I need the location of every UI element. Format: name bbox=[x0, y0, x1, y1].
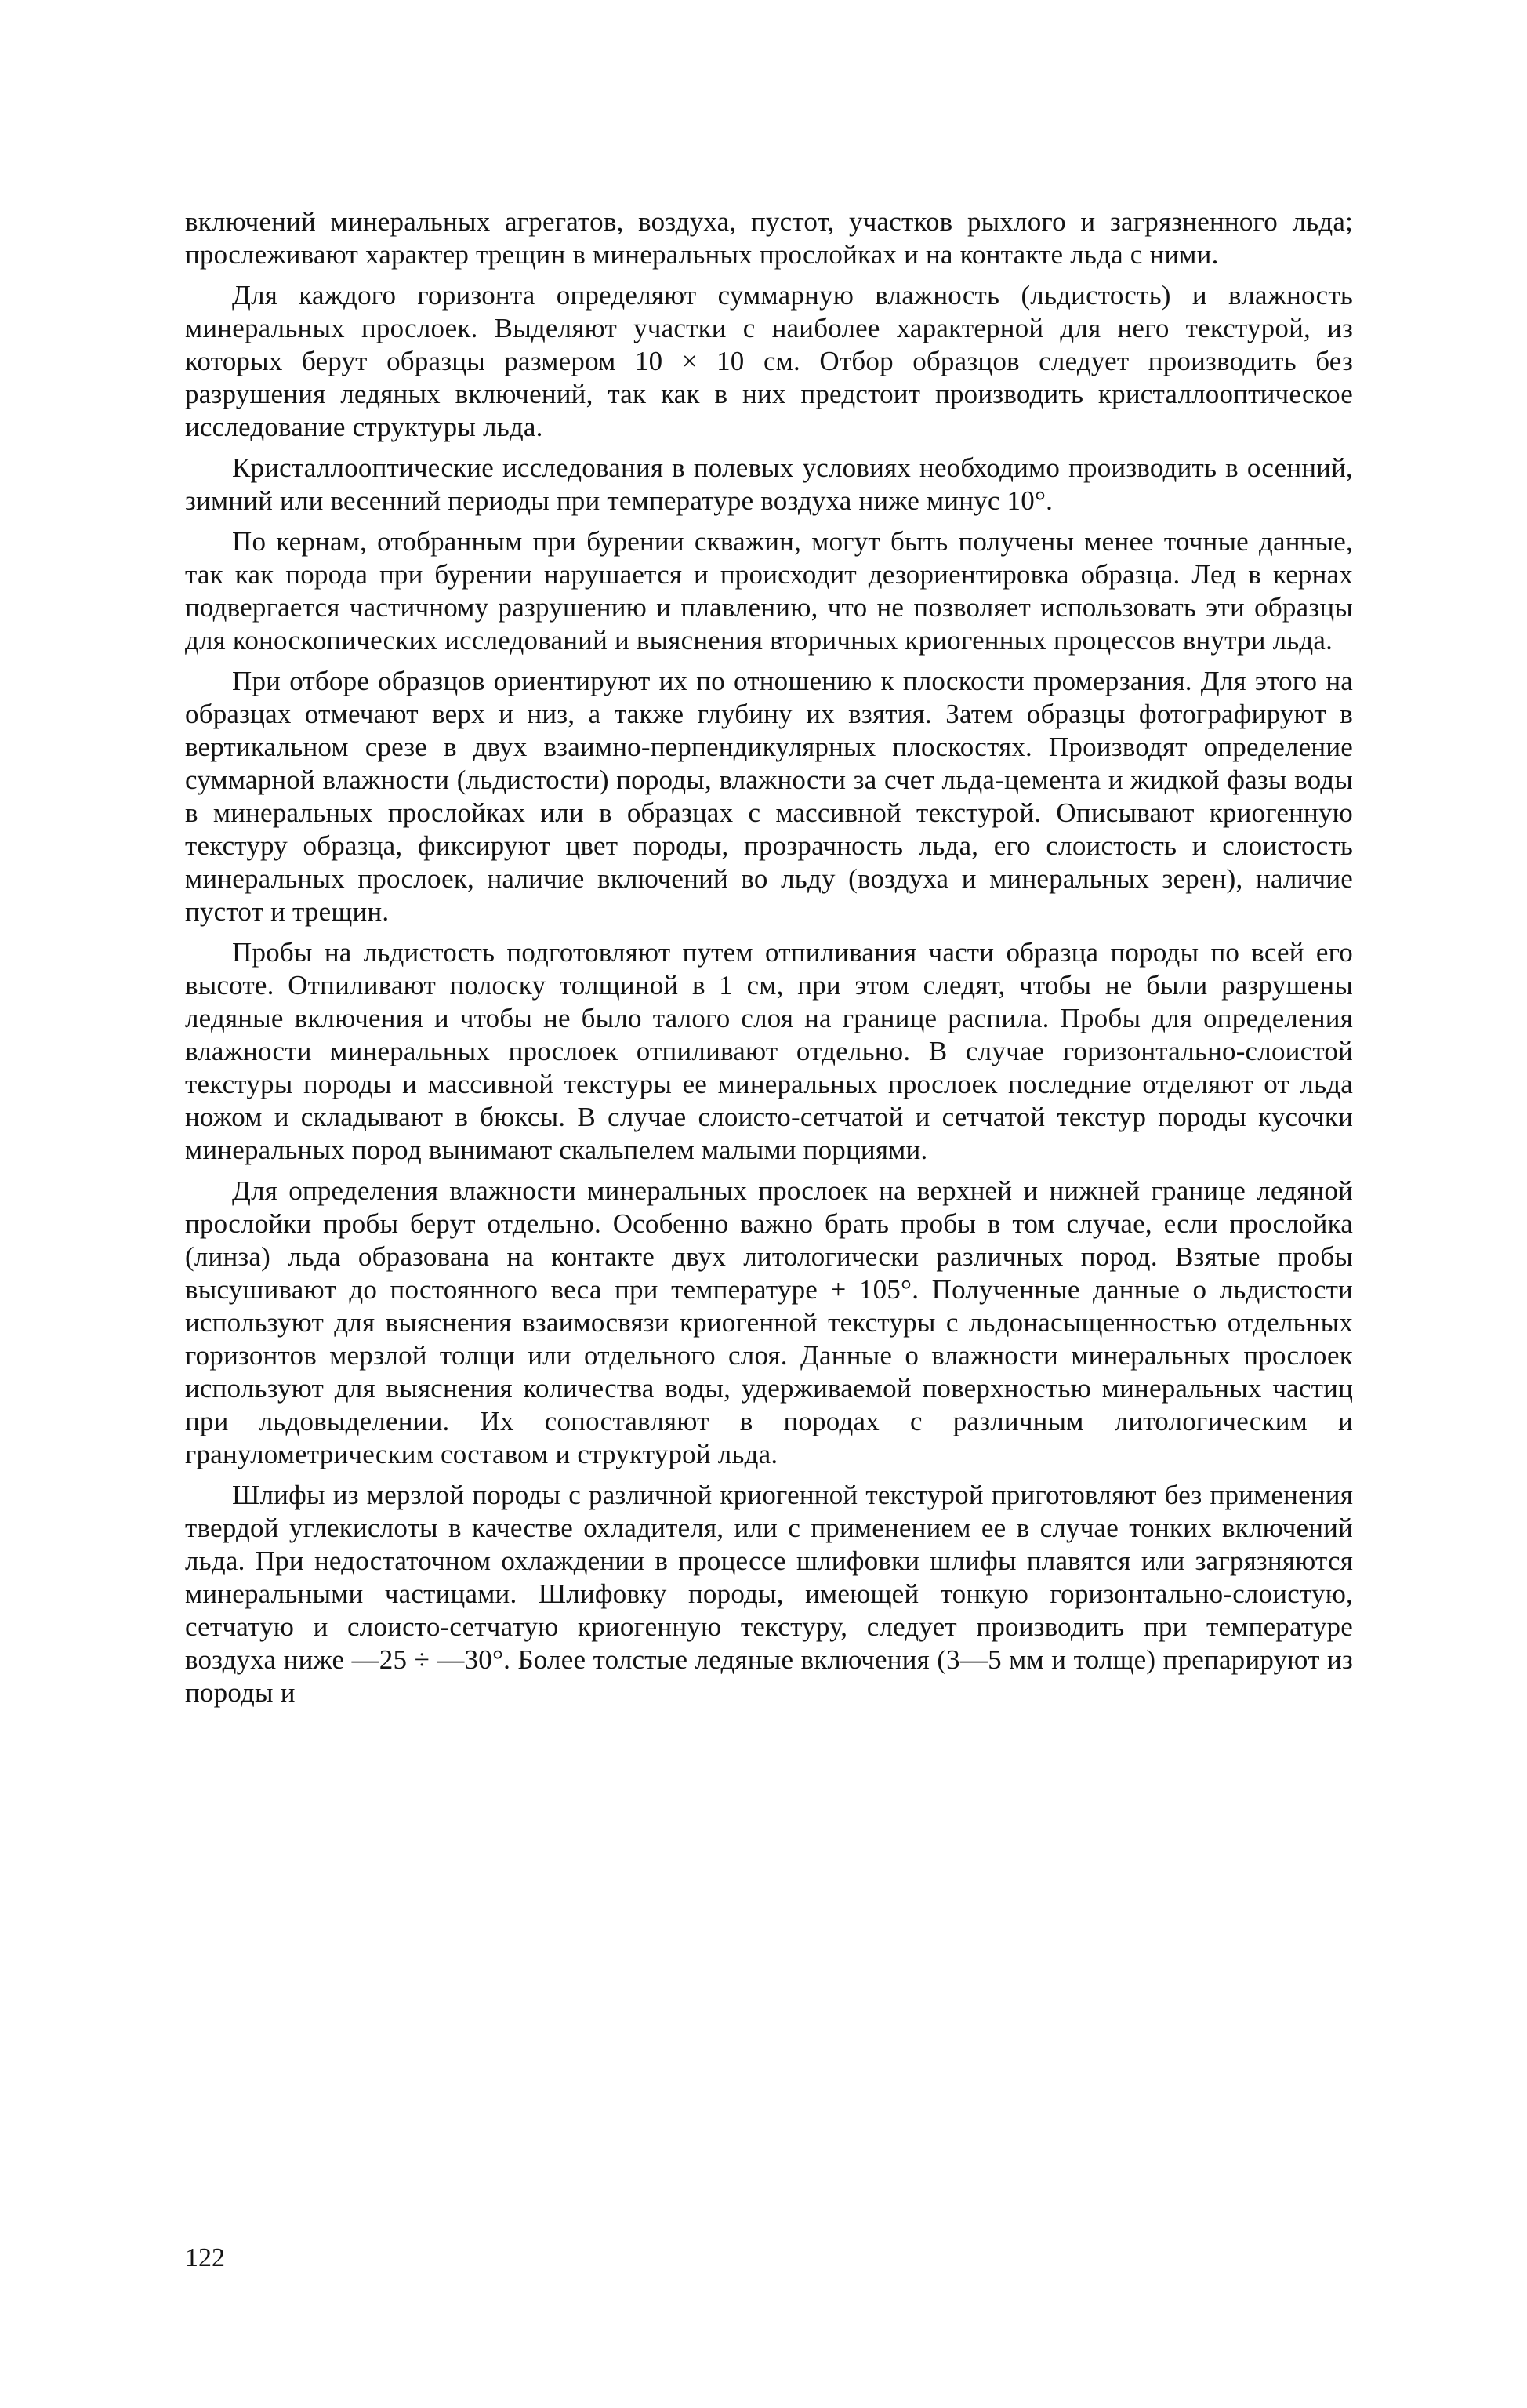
paragraph-1: включений минеральных агрегатов, воздуха, пустот, участков рыхлого и загрязненного льда; прослеживают характер трещин в минеральных прослойках и на контакте льда с ними. bbox=[185, 206, 1353, 270]
page-body bbox=[185, 205, 1353, 1717]
page-number: 122 bbox=[185, 2243, 225, 2272]
paragraph-4: По кернам, отобранным при бурении скважин, могут быть получены менее точные данные, так как порода при бурении нарушается и происходит дезориентировка образца. Лед в кернах подвергается частичному разрушению и плавлению, что не позволяет использовать эти образцы для коноскопических исследований и выяснения вторичных криогенных процессов внутри льда. bbox=[185, 526, 1353, 656]
paragraph-8: Шлифы из мерзлой породы с различной криогенной текстурой приготовляют без применения твердой углекислоты в качестве охладителя, или с применением ее в случае тонких включений льда. При недостаточном охлаждении в процессе шлифовки шлифы плавятся или загрязняются минеральными частицами. Шлифовку породы, имеющей тонкую горизонтально-слоистую, сетчатую и слоисто-сетчатую криогенную текстуру, следует производить при температуре воздуха ниже —25 ÷ —30°. Более толстые ледяные включения (3—5 мм и толще) препарируют из породы и bbox=[185, 1480, 1353, 1708]
paragraph-3: Кристаллооптические исследования в полевых условиях необходимо производить в осенний, зимний или весенний периоды при температуре воздуха ниже минус 10°. bbox=[185, 452, 1353, 516]
paragraph-5: При отборе образцов ориентируют их по отношению к плоскости промерзания. Для этого на образцах отмечают верх и низ, а также глубину их взятия. Затем образцы фотографируют в вертикальном срезе в двух взаимно-перпендикулярных плоскостях. Производят определение суммарной влажности (льдистости) породы, влажности за счет льда-цемента и жидкой фазы воды в минеральных прослойках или в образцах с массивной текстурой. Описывают криогенную текстуру образца, фиксируют цвет породы, прозрачность льда, его слоистость и слоистость минеральных прослоек, наличие включений во льду (воздуха и минеральных зерен), наличие пустот и трещин. bbox=[185, 666, 1353, 927]
paragraph-6: Пробы на льдистость подготовляют путем отпиливания части образца породы по всей его высоте. Отпиливают полоску толщиной в 1 см, при этом следят, чтобы не были разрушены ледяные включения и чтобы не было талого слоя на границе распила. Пробы для определения влажности минеральных прослоек отпиливают отдельно. В случае горизонтально-слоистой текстуры породы и массивной текстуры ее минеральных прослоек последние отделяют от льда ножом и складывают в бюксы. В случае слоисто-сетчатой и сетчатой текстур породы кусочки минеральных пород вынимают скальпелем малыми порциями. bbox=[185, 937, 1353, 1165]
paragraph-7: Для определения влажности минеральных прослоек на верхней и нижней границе ледяной прослойки пробы берут отдельно. Особенно важно брать пробы в том случае, если прослойка (линза) льда образована на контакте двух литологически различных пород. Взятые пробы высушивают до постоянного веса при температуре + 105°. Полученные данные о льдистости используют для выяснения взаимосвязи криогенной текстуры с льдонасыщенностью отдельных горизонтов мерзлой толщи или отдельного слоя. Данные о влажности минеральных прослоек используют для выяснения количества воды, удерживаемой поверхностью минеральных частиц при льдовыделении. Их сопоставляют в породах с различным литологическим и гранулометрическим составом и структурой льда. bbox=[185, 1175, 1353, 1469]
paragraph-2: Для каждого горизонта определяют суммарную влажность (льдистость) и влажность минеральных прослоек. Выделяют участки с наиболее характерной для него текстурой, из которых берут образцы размером 10 × 10 см. Отбор образцов следует производить без разрушения ледяных включений, так как в них предстоит производить кристаллооптическое исследование структуры льда. bbox=[185, 280, 1353, 442]
